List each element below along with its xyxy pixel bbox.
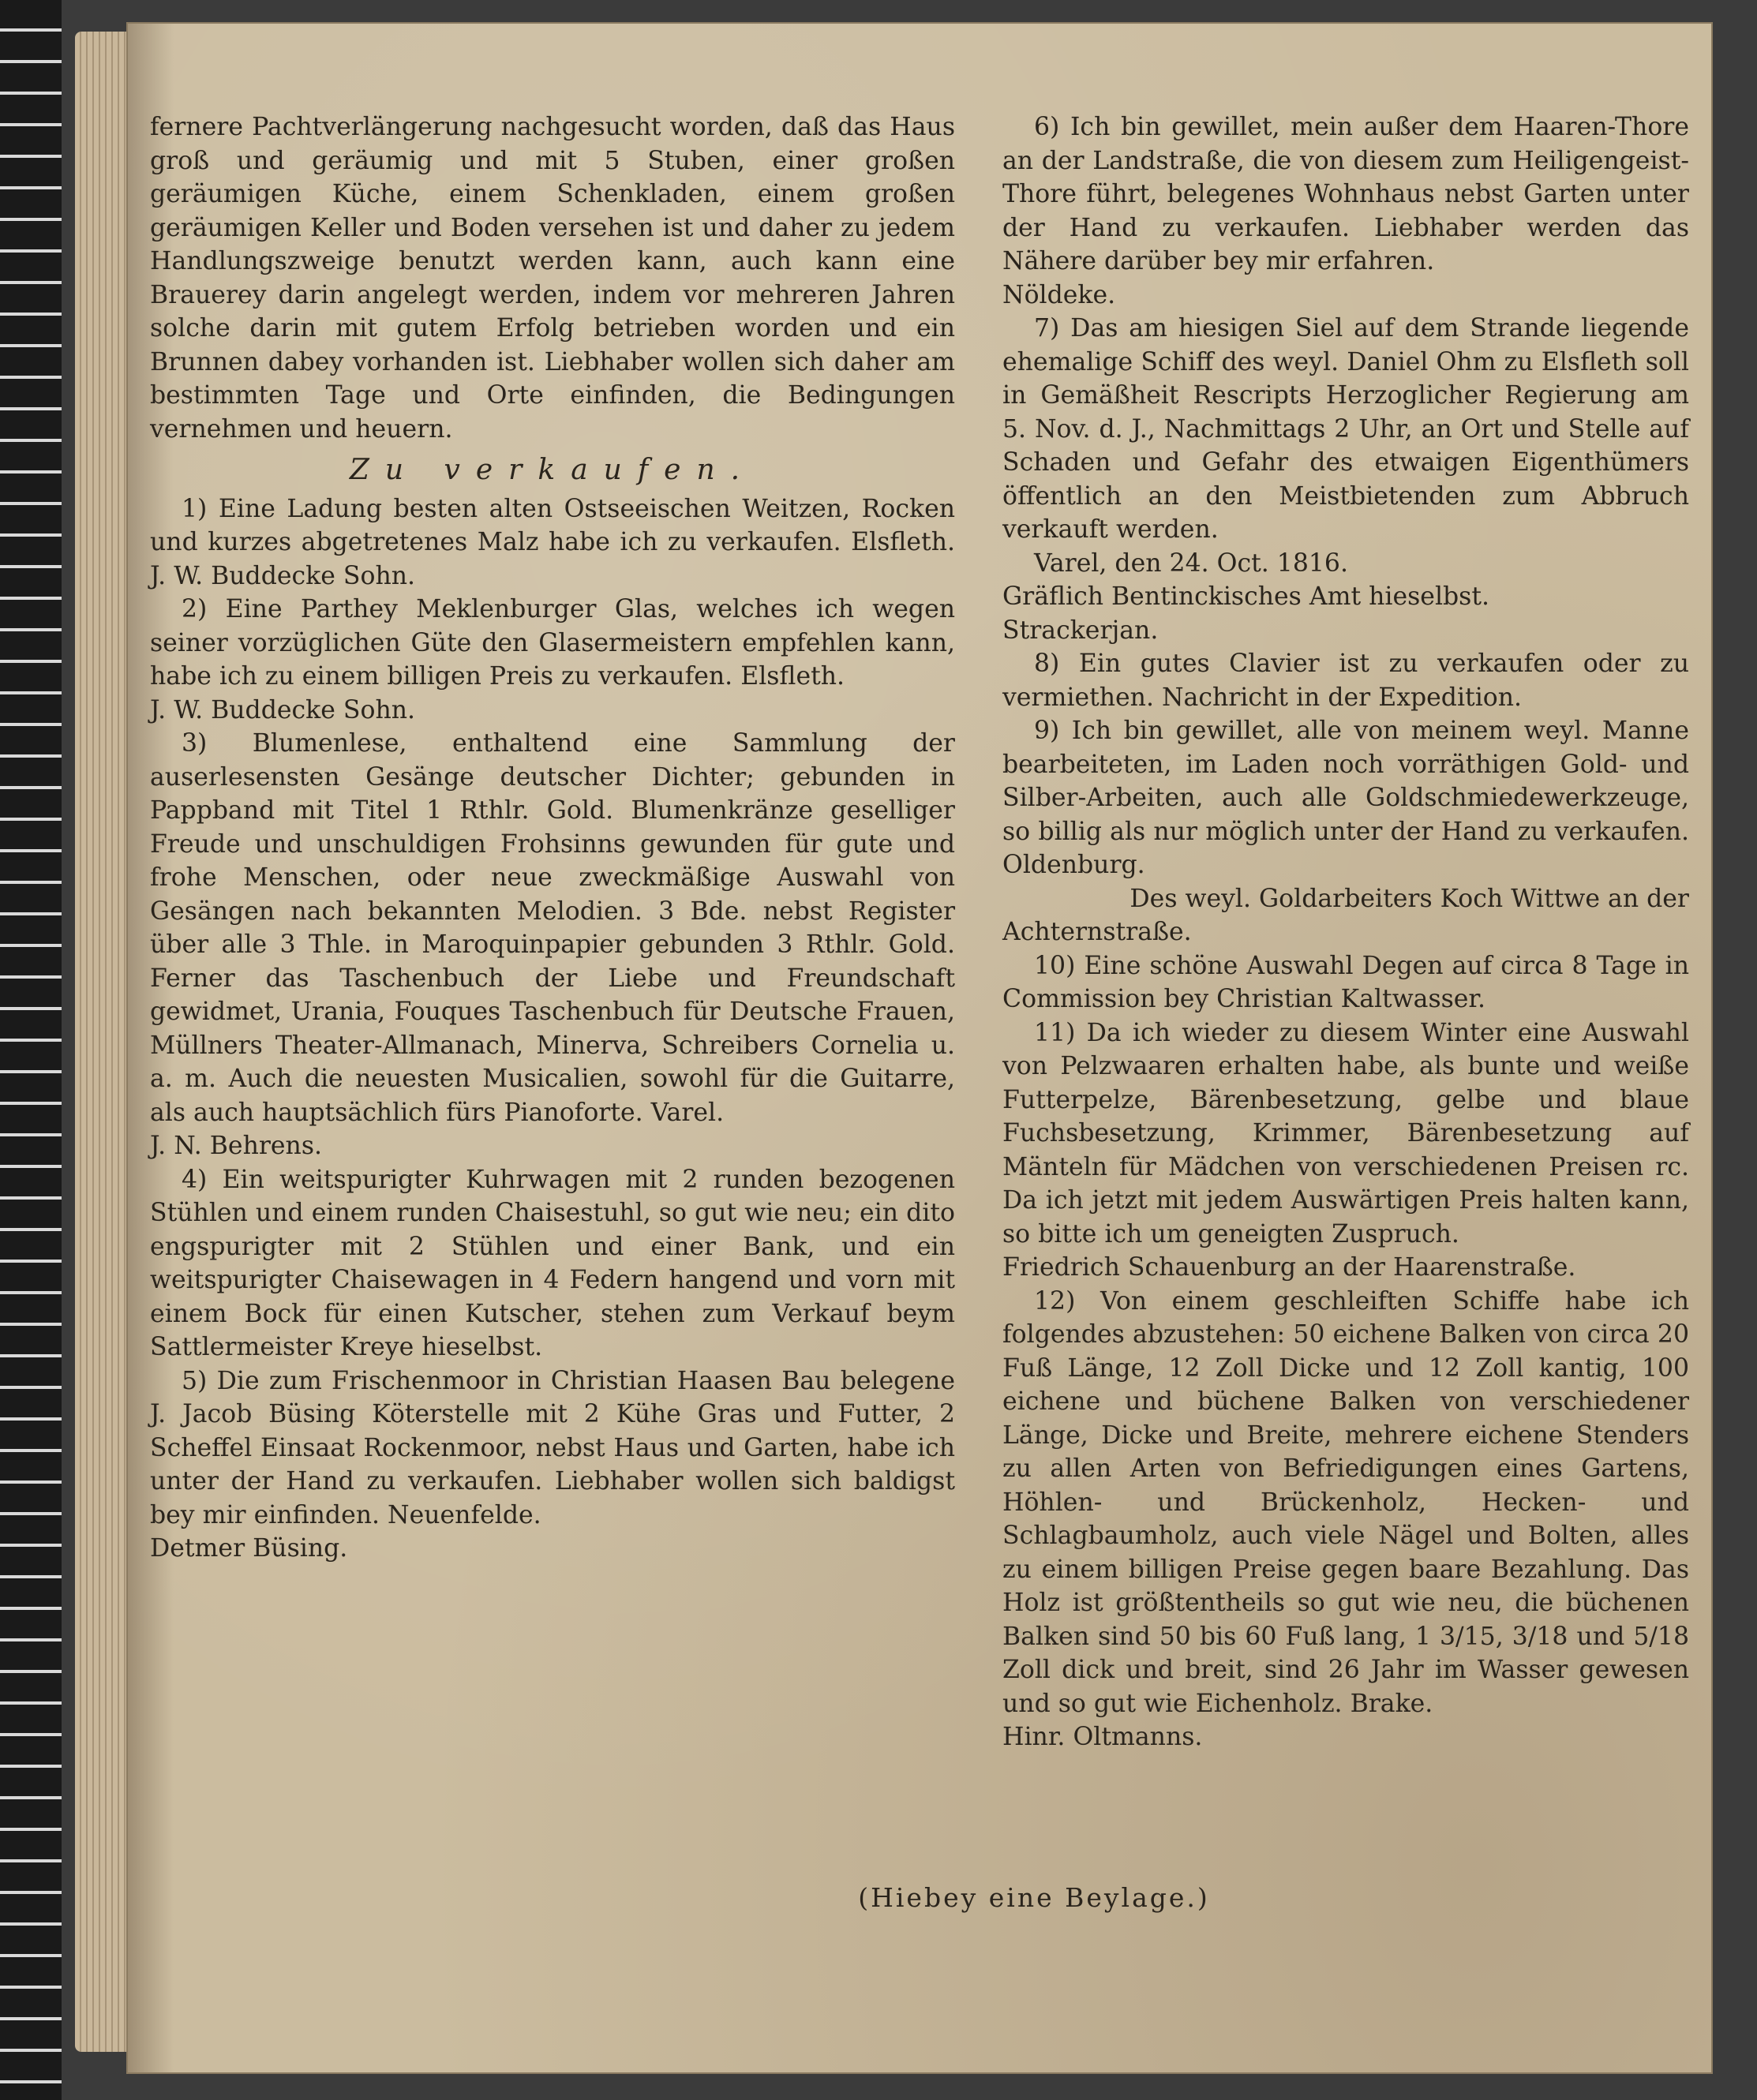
ad-item-4: 4) Ein weitspurigter Kuhrwagen mit 2 runden bezogenen Stühlen und einem runden Chaisestuhl, so gut wie neu; ein dito engspurigter mit 2 Stühlen und einer Bank, und ein weitspurigter Chaisewagen in 4 Federn hangend und vorn mit einem Bock für einen Kutscher, stehen zum Verkauf beym Sattlermeister Kreye hieselbst. bbox=[150, 1165, 955, 1361]
footer-note: (Hiebey eine Beylage.) bbox=[858, 1882, 1210, 1913]
right-column bbox=[1002, 110, 1689, 1754]
ad-item-12-signature: Hinr. Oltmanns. bbox=[1002, 1723, 1203, 1751]
intro-paragraph: fernere Pachtverlängerung nachgesucht worden, daß das Haus groß und geräumig und mit 5 Stuben, einer großen geräumigen Küche, einem Schenkladen, einem großen geräumigen Keller und Boden versehen ist und daher zu jedem Handlungszweige benutzt werden kann, auch kann eine Brauerey darin angelegt werden, indem vor mehreren Jahren solche darin mit gutem Erfolg betrieben worden und ein Brunnen dabey vorhanden ist. Liebhaber wollen sich daher am bestimmten Tage und Orte einfinden, die Bedingungen vernehmen und heuern. bbox=[150, 113, 955, 444]
ad-item-9-signature: Des weyl. Goldarbeiters Koch Wittwe an der Achternstraße. bbox=[1002, 884, 1689, 946]
ad-item-8: 8) Ein gutes Clavier ist zu verkaufen oder zu vermiethen. Nachricht in der Expedition. bbox=[1002, 649, 1689, 712]
ad-item-5: 5) Die zum Frischenmoor in Christian Haasen Bau belegene J. Jacob Büsing Köterstelle mit 2 Kühe Gras und Futter, 2 Scheffel Einsaat Rockenmoor, nebst Haus und Garten, habe ich unter der Hand zu verkaufen. Liebhaber wollen sich baldigst bey mir einfinden. Neuenfelde. bbox=[150, 1366, 955, 1529]
ad-item-9: 9) Ich bin gewillet, alle von meinem weyl. Manne bearbeiteten, im Laden noch vorräthigen Gold- und Silber-Arbeiten, auch alle Goldschmiedewerkzeuge, so billig als nur möglich unter der Hand zu verkaufen. Oldenburg. bbox=[1002, 717, 1689, 879]
ad-item-7-signature-office: Gräflich Bentinckisches Amt hieselbst. bbox=[1002, 582, 1490, 611]
ad-item-6: 6) Ich bin gewillet, mein außer dem Haaren-Thore an der Landstraße, die von diesem zum Heiligengeist-Thore führt, belegenes Wohnhaus nebst Garten unter der Hand zu verkaufen. Liebhaber werden das Nähere darüber bey mir erfahren. bbox=[1002, 113, 1689, 275]
ad-item-2: 2) Eine Parthey Meklenburger Glas, welches ich wegen seiner vorzüglichen Güte den Glasermeistern empfehlen kann, habe ich zu einem billigen Preis zu verkaufen. Elsfleth. bbox=[150, 595, 955, 691]
ad-item-11-signature: Friedrich Schauenburg an der Haarenstraße. bbox=[1002, 1253, 1576, 1282]
ad-item-7-date: Varel, den 24. Oct. 1816. bbox=[1034, 548, 1348, 578]
ad-item-6-signature: Nöldeke. bbox=[1002, 280, 1116, 309]
ad-item-3-signature: J. N. Behrens. bbox=[150, 1132, 323, 1160]
ad-item-3: 3) Blumenlese, enthaltend eine Sammlung der auserlesensten Gesänge deutscher Dichter; gebunden in Pappband mit Titel 1 Rthlr. Gold. Blumenkränze geselliger Freude und unschuldigen Frohsinns gewunden für gute und frohe Menschen, oder neue zweckmäßige Auswahl von Gesängen nach bekannten Melodien. 3 Bde. nebst Register über alle 3 Thle. in Maroquinpapier gebunden 3 Rthlr. Gold. Ferner das Taschenbuch der Liebe und Freundschaft gewidmet, Urania, Fouques Taschenbuch für Deutsche Frauen, Müllners Theater-Allmanach, Minerva, Schreibers Cornelia u. a. m. Auch die neuesten Musicalien, sowohl für die Guitarre, als auch hauptsächlich fürs Pianoforte. Varel. bbox=[150, 729, 955, 1127]
ad-item-7-signature-name: Strackerjan. bbox=[1002, 616, 1159, 645]
ad-item-11: 11) Da ich wieder zu diesem Winter eine Auswahl von Pelzwaaren erhalten habe, als bunte und weiße Futterpelze, Bärenbesetzung, gelbe und blaue Fuchsbesetzung, Krimmer, Bärenbesetzung auf Mänteln für Mädchen von verschiedenen Preisen rc. Da ich jetzt mit jedem Auswärtigen Preis halten kann, so bitte ich um geneigten Zuspruch. bbox=[1002, 1018, 1689, 1248]
ad-item-1: 1) Eine Ladung besten alten Ostseeischen Weitzen, Rocken und kurzes abgetretenes Malz habe ich zu verkaufen. Elsfleth. J. W. Buddecke Sohn. bbox=[150, 494, 955, 590]
left-column bbox=[150, 110, 955, 1566]
ad-item-7: 7) Das am hiesigen Siel auf dem Strande liegende ehemalige Schiff des weyl. Daniel Ohm zu Elsfleth soll in Gemäßheit Rescripts Herzoglicher Regierung am 5. Nov. d. J., Nachmittags 2 Uhr, an Ort und Stelle auf Schaden und Gefahr des etwaigen Eigenthümers öffentlich an den Meistbietenden zum Abbruch verkauft werden. bbox=[1002, 314, 1689, 544]
color-ruler-strip bbox=[0, 0, 62, 2100]
ad-item-12: 12) Von einem geschleiften Schiffe habe ich folgendes abzustehen: 50 eichene Balken von circa 20 Fuß Länge, 12 Zoll Dicke und 12 Zoll kantig, 100 eichene und büchene Balken von verschiedener Länge, Dicke und Breite, mehrere eichene Stenders zu allen Arten von Befriedigungen eines Gartens, Höhlen- und Brückenholz, Hecken- und Schlagbaumholz, auch viele Nägel und Bolten, alles zu einem billigen Preise gegen baare Bezahlung. Das Holz ist größtentheils so gut wie neu, die büchenen Balken sind 50 bis 60 Fuß lang, 1 3/15, 3/18 und 5/18 Zoll dick und breit, sind 26 Jahr im Wasser gewesen und so gut wie Eichenholz. Brake. bbox=[1002, 1286, 1689, 1718]
section-heading: Zu verkaufen. bbox=[349, 454, 756, 486]
ad-item-5-signature: Detmer Büsing. bbox=[150, 1534, 348, 1563]
ad-item-2-signature: J. W. Buddecke Sohn. bbox=[150, 695, 416, 724]
ad-item-10: 10) Eine schöne Auswahl Degen auf circa 8 Tage in Commission bey Christian Kaltwasser. bbox=[1002, 951, 1689, 1013]
